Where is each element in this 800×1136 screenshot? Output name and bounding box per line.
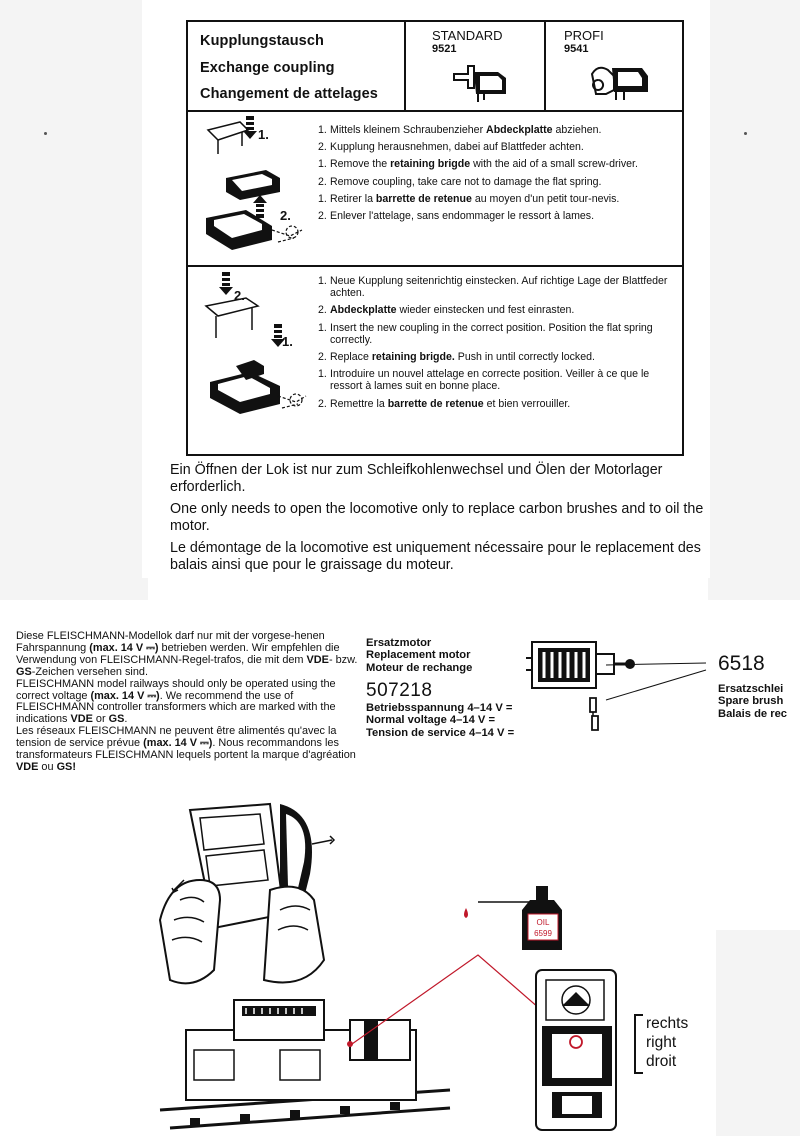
brush-part-number: 6518 — [718, 652, 765, 675]
direction-de: rechts — [646, 1015, 689, 1032]
direction-en: right — [646, 1034, 677, 1051]
oil-label-line1: OIL — [536, 918, 550, 927]
remove-en-1: Remove the retaining brigde with the aid of a small screw-driver. — [330, 158, 638, 171]
removal-instructions: 1. Mittels kleinem Schraubenzieher Abdeckplatte abziehen. 2. Kupplung herausnehmen, dabei auf Blattfeder achten. 1. Remove the retaining brigde with the aid of a small screw-driver. 2. Remove coupling, take care not to damage the flat spring. 1. Retirer la barrette de retenue au moyen d'un petit tour-nevis. 2. Enlever l'attelage, sans endommager le ressort à lames. — [318, 124, 638, 223]
remove-fr-2: Enlever l'attelage, sans endommager le ressort à lames. — [330, 210, 595, 223]
standard-number: 9521 — [432, 43, 457, 55]
locomotive-front-view — [528, 966, 628, 1136]
title-fr: Changement de attelages — [200, 86, 378, 102]
remove-step2-marker: 2. — [280, 208, 291, 223]
brushes-de: Ersatzschlei — [718, 683, 784, 695]
brushes-en: Spare brush — [718, 695, 784, 708]
legal-fr: Les réseaux FLEISCHMANN ne peuvent être alimentés qu'avec la tension de service prévue (max. 14 V ⎓). Nous recommandons les transformateurs FLEISCHMANN lequels portent la marque d'agréation VDE ou GS! — [16, 725, 356, 773]
insert-en-1: Insert the new coupling in the correct position. Position the flat spring correctly. — [330, 321, 653, 346]
insert-en-2: Replace retaining brigde. Push in until correctly locked. — [330, 351, 595, 364]
voltage-en: Normal voltage 4–14 V = — [366, 714, 496, 727]
insert-step1-marker: 1. — [282, 334, 293, 349]
note-fr: Le démontage de la locomotive est uniquement nécessaire pour le replacement des balais ainsi que pour le graissage du moteur. — [170, 540, 701, 573]
motor-part-number: 507218 — [366, 680, 433, 701]
insert-de-2: Abdeckplatte wieder einstecken und fest einrasten. — [330, 304, 575, 317]
remove-en-2: Remove coupling, take care not to damage the flat spring. — [330, 175, 602, 188]
brushes-fr: Balais de rec — [718, 707, 788, 720]
standard-label: STANDARD — [432, 28, 503, 43]
remove-de-2: Kupplung herausnehmen, dabei auf Blattfeder achten. — [330, 141, 584, 154]
insertion-instructions: 1. Neue Kupplung seitenrichtig einstecken. Auf richtige Lage der Blattfeder achten. 2. Abdeckplatte wieder einstecken und fest einrasten. 1. Insert the new coupling in the correct position. Position the flat spring correctly. 2. Replace retaining brigde. Push in until correctly locked. 1. Introduire un nouvel attelage en correcte position. Veiller à ce que le ressort à lames suit en bonne place. 2. Remettre la barrette de retenue et bien verrouiller. — [318, 275, 678, 415]
legal-de: Diese FLEISCHMANN-Modellok darf nur mit der vorgese-henen Fahrspannung (max. 14 V ⎓) betrieben werden. Wir empfehlen die Verwendung von FLEISCHMANN-Regel-trafos, die mit dem VDE- bzw. GS-Zeichen versehen sind. — [16, 630, 358, 678]
remove-fr-1: Retirer la barrette de retenue au moyen d'un petit tour-nevis. — [330, 192, 620, 205]
insert-de-1: Neue Kupplung seitenrichtig einstecken. Auf richtige Lage der Blattfeder achten. — [330, 275, 668, 300]
profi-label: PROFI — [564, 28, 604, 43]
direction-fr: droit — [646, 1053, 677, 1070]
title-de: Kupplungstausch — [200, 33, 324, 49]
voltage-fr: Tension de service 4–14 V = — [366, 726, 515, 739]
direction-brace — [634, 1014, 643, 1074]
insert-fr-1: Introduire un nouvel attelage en correcte position. Veiller à ce que le ressort à lames suit en bonne place. — [330, 368, 650, 393]
voltage-de: Betriebsspannung 4–14 V = — [366, 702, 513, 714]
profi-number: 9541 — [564, 43, 589, 55]
motor-fr: Moteur de rechange — [366, 661, 473, 674]
oil-label-line2: 6599 — [534, 929, 552, 938]
legal-en: FLEISCHMANN model railways should only be operated using the correct voltage (max. 14 V ⎓). We recommend the use of FLEISCHMANN controller transformers which are marked with the indications VDE or GS. — [16, 677, 336, 726]
direction-label — [646, 1014, 688, 1071]
motor-de: Ersatzmotor — [366, 637, 432, 649]
remove-de-1: Mittels kleinem Schraubenzieher Abdeckplatte abziehen. — [330, 124, 602, 136]
motor-en: Replacement motor — [366, 649, 471, 662]
note-en: One only needs to open the locomotive only to replace carbon brushes and to oil the motor. — [170, 501, 704, 534]
insert-fr-2: Remettre la barrette de retenue et bien verrouiller. — [330, 397, 571, 410]
insert-step2-marker: 2. — [234, 288, 245, 303]
title-en: Exchange coupling — [200, 60, 335, 76]
note-de: Ein Öffnen der Lok ist nur zum Schleifkohlenwechsel und Ölen der Motorlager erforderlich. — [170, 462, 663, 495]
remove-step1-marker: 1. — [258, 127, 269, 142]
